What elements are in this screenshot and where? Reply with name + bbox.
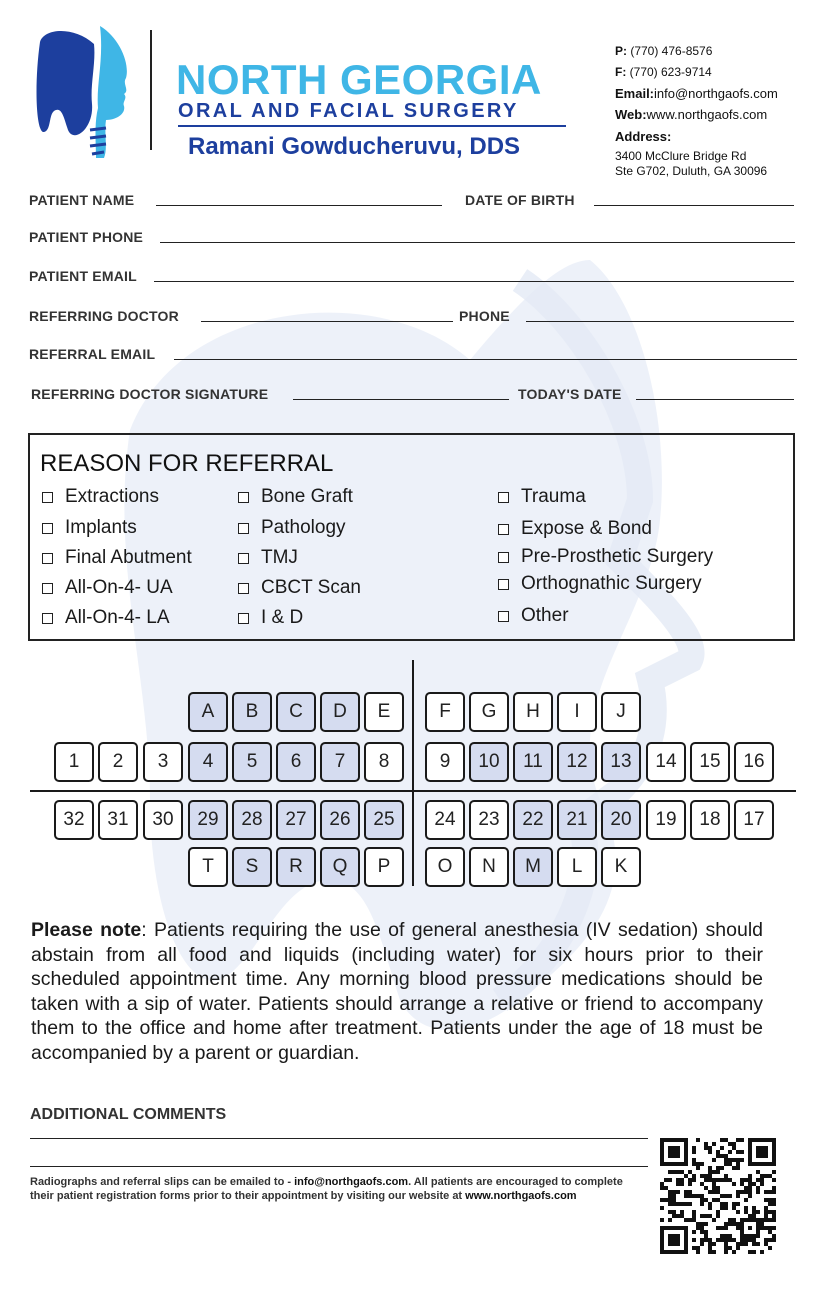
tooth-3[interactable]: 3 [143, 742, 183, 782]
tooth-11[interactable]: 11 [513, 742, 553, 782]
footer-web: www.northgaofs.com [465, 1190, 577, 1202]
tooth-27[interactable]: 27 [276, 800, 316, 840]
checkbox-cbct-scan[interactable] [238, 577, 361, 599]
fax-label: F: [615, 65, 627, 79]
reason-title: REASON FOR REFERRAL [40, 450, 334, 477]
tooth-14[interactable]: 14 [646, 742, 686, 782]
note-body: : Patients requiring the use of general anesthesia (IV sedation) should abstain from all food and liquids (including water) for six hours prior to their scheduled appointment time. Any morning blood pressure medications should be taken with a sip of water. Patients should arrange a relative or friend to accompany them to the office and home after treatment. Patients under the age of 18 must be accompanied by a parent or guardian. [31, 919, 763, 1064]
tooth-T[interactable]: T [188, 847, 228, 887]
contact-address-label [615, 129, 671, 144]
tooth-29[interactable]: 29 [188, 800, 228, 840]
checkbox-label: Trauma [521, 486, 586, 507]
tooth-9[interactable]: 9 [425, 742, 465, 782]
patient-name-label: PATIENT NAME [29, 192, 135, 208]
doctor-name: Ramani Gowducheruvu, DDS [188, 133, 521, 160]
tooth-21[interactable]: 21 [557, 800, 597, 840]
checkbox-label: Pre-Prosthetic Surgery [521, 546, 714, 567]
tooth-L[interactable]: L [557, 847, 597, 887]
signature-label: REFERRING DOCTOR SIGNATURE [31, 386, 269, 402]
tooth-A[interactable]: A [188, 692, 228, 732]
checkbox-tmj[interactable] [238, 547, 298, 569]
checkbox-label: TMJ [261, 547, 298, 568]
patient-name-field[interactable] [156, 205, 442, 206]
tooth-E[interactable]: E [364, 692, 404, 732]
tooth-5[interactable]: 5 [232, 742, 272, 782]
address-line2: Ste G702, Duluth, GA 30096 [615, 164, 768, 178]
checkbox-label: All-On-4- LA [65, 607, 170, 628]
tooth-12[interactable]: 12 [557, 742, 597, 782]
checkbox-orthognathic-surgery[interactable] [498, 573, 702, 595]
checkbox-all-on-4-ua[interactable] [42, 577, 173, 599]
tooth-G[interactable]: G [469, 692, 509, 732]
checkbox-i-and-d[interactable] [238, 607, 303, 629]
contact-fax [615, 65, 712, 79]
tooth-19[interactable]: 19 [646, 800, 686, 840]
tooth-32[interactable]: 32 [54, 800, 94, 840]
tooth-10[interactable]: 10 [469, 742, 509, 782]
tooth-D[interactable]: D [320, 692, 360, 732]
tooth-18[interactable]: 18 [690, 800, 730, 840]
footer-text-2: . All patients are encouraged to complete their patient registration forms prior to their appointment by visiting our website at [30, 1176, 623, 1202]
date-of-birth-field[interactable] [594, 205, 794, 206]
checkbox-square-icon [498, 524, 509, 535]
checkbox-square-icon [42, 492, 53, 503]
checkbox-square-icon [238, 523, 249, 534]
tooth-J[interactable]: J [601, 692, 641, 732]
tooth-I[interactable]: I [557, 692, 597, 732]
tooth-R[interactable]: R [276, 847, 316, 887]
tooth-1[interactable]: 1 [54, 742, 94, 782]
checkbox-label: Bone Graft [261, 486, 353, 507]
tooth-face-logo-icon [34, 24, 130, 158]
tooth-30[interactable]: 30 [143, 800, 183, 840]
checkbox-extractions[interactable] [42, 486, 159, 508]
checkbox-label: Other [521, 605, 569, 626]
phone-value: (770) 476-8576 [627, 44, 713, 58]
qr-code-icon[interactable] [660, 1138, 776, 1254]
email-value: info@northgaofs.com [654, 86, 778, 101]
tooth-chart-midline-horizontal [30, 790, 796, 792]
address-label: Address: [615, 129, 672, 144]
comments-line-1[interactable] [30, 1138, 648, 1139]
checkbox-square-icon [42, 583, 53, 594]
checkbox-square-icon [42, 553, 53, 564]
tooth-H[interactable]: H [513, 692, 553, 732]
tooth-20[interactable]: 20 [601, 800, 641, 840]
referral-email-label: REFERRAL EMAIL [29, 346, 156, 362]
checkbox-label: I & D [261, 607, 304, 628]
tooth-23[interactable]: 23 [469, 800, 509, 840]
tooth-K[interactable]: K [601, 847, 641, 887]
checkbox-label: Orthognathic Surgery [521, 573, 702, 594]
todays-date-field[interactable] [636, 399, 794, 400]
checkbox-square-icon [238, 613, 249, 624]
tooth-28[interactable]: 28 [232, 800, 272, 840]
address-line1: 3400 McClure Bridge Rd [615, 149, 747, 163]
patient-phone-label: PATIENT PHONE [29, 229, 144, 245]
checkbox-final-abutment[interactable] [42, 547, 192, 569]
web-label: Web: [615, 107, 647, 122]
email-label: Email: [615, 86, 655, 101]
checkbox-square-icon [42, 613, 53, 624]
tooth-25[interactable]: 25 [364, 800, 404, 840]
checkbox-all-on-4-la[interactable] [42, 607, 170, 629]
checkbox-square-icon [238, 583, 249, 594]
tooth-N[interactable]: N [469, 847, 509, 887]
checkbox-other[interactable] [498, 605, 569, 627]
tooth-C[interactable]: C [276, 692, 316, 732]
contact-phone [615, 44, 712, 58]
checkbox-label: Pathology [261, 517, 346, 538]
tooth-24[interactable]: 24 [425, 800, 465, 840]
patient-phone-field[interactable] [160, 242, 795, 243]
brand-name: NORTH GEORGIA [176, 56, 542, 103]
tooth-2[interactable]: 2 [98, 742, 138, 782]
header-divider [150, 30, 152, 150]
checkbox-square-icon [42, 523, 53, 534]
referring-phone-label: PHONE [459, 308, 510, 324]
contact-web [615, 107, 767, 122]
brand-underline [178, 125, 566, 127]
contact-email [615, 86, 778, 101]
tooth-22[interactable]: 22 [513, 800, 553, 840]
tooth-7[interactable]: 7 [320, 742, 360, 782]
additional-comments-label: ADDITIONAL COMMENTS [30, 1106, 227, 1123]
checkbox-label: Final Abutment [65, 547, 192, 568]
brand-subtitle: ORAL AND FACIAL SURGERY [178, 100, 519, 122]
todays-date-label: TODAY'S DATE [518, 386, 622, 402]
fax-value: (770) 623-9714 [626, 65, 712, 79]
tooth-31[interactable]: 31 [98, 800, 138, 840]
tooth-S[interactable]: S [232, 847, 272, 887]
tooth-chart-midline-vertical [412, 660, 414, 886]
signature-field[interactable] [293, 399, 509, 400]
referring-phone-field[interactable] [526, 321, 794, 322]
footer-text-1: Radiographs and referral slips can be emailed to - [30, 1176, 295, 1188]
anesthesia-note [31, 918, 763, 1066]
checkbox-expose-and-bond[interactable] [498, 518, 652, 540]
checkbox-square-icon [498, 579, 509, 590]
note-heading: Please note [31, 919, 142, 941]
referring-doctor-field[interactable] [201, 321, 453, 322]
checkbox-square-icon [238, 492, 249, 503]
footer-note [30, 1175, 630, 1203]
checkbox-trauma[interactable] [498, 486, 586, 508]
tooth-15[interactable]: 15 [690, 742, 730, 782]
checkbox-square-icon [498, 552, 509, 563]
checkbox-implants[interactable] [42, 517, 137, 539]
checkbox-label: Expose & Bond [521, 518, 652, 539]
comments-line-2[interactable] [30, 1166, 648, 1167]
footer-email: info@northgaofs.com [294, 1176, 409, 1188]
checkbox-square-icon [498, 492, 509, 503]
referral-email-field[interactable] [174, 359, 797, 360]
phone-label: P: [615, 44, 627, 58]
tooth-13[interactable]: 13 [601, 742, 641, 782]
tooth-P[interactable]: P [364, 847, 404, 887]
checkbox-pre-prosthetic-surgery[interactable] [498, 546, 713, 568]
tooth-O[interactable]: O [425, 847, 465, 887]
checkbox-pathology[interactable] [238, 517, 346, 539]
tooth-4[interactable]: 4 [188, 742, 228, 782]
tooth-F[interactable]: F [425, 692, 465, 732]
checkbox-bone-graft[interactable] [238, 486, 353, 508]
tooth-M[interactable]: M [513, 847, 553, 887]
checkbox-square-icon [498, 611, 509, 622]
tooth-26[interactable]: 26 [320, 800, 360, 840]
referring-doctor-label: REFERRING DOCTOR [29, 308, 179, 324]
tooth-8[interactable]: 8 [364, 742, 404, 782]
tooth-B[interactable]: B [232, 692, 272, 732]
tooth-16[interactable]: 16 [734, 742, 774, 782]
patient-email-label: PATIENT EMAIL [29, 268, 137, 284]
tooth-Q[interactable]: Q [320, 847, 360, 887]
tooth-17[interactable]: 17 [734, 800, 774, 840]
web-value: www.northgaofs.com [646, 107, 768, 122]
checkbox-label: All-On-4- UA [65, 577, 173, 598]
checkbox-label: CBCT Scan [261, 577, 361, 598]
checkbox-label: Extractions [65, 486, 159, 507]
tooth-6[interactable]: 6 [276, 742, 316, 782]
date-of-birth-label: DATE OF BIRTH [465, 192, 575, 208]
patient-email-field[interactable] [154, 281, 794, 282]
checkbox-square-icon [238, 553, 249, 564]
checkbox-label: Implants [65, 517, 137, 538]
